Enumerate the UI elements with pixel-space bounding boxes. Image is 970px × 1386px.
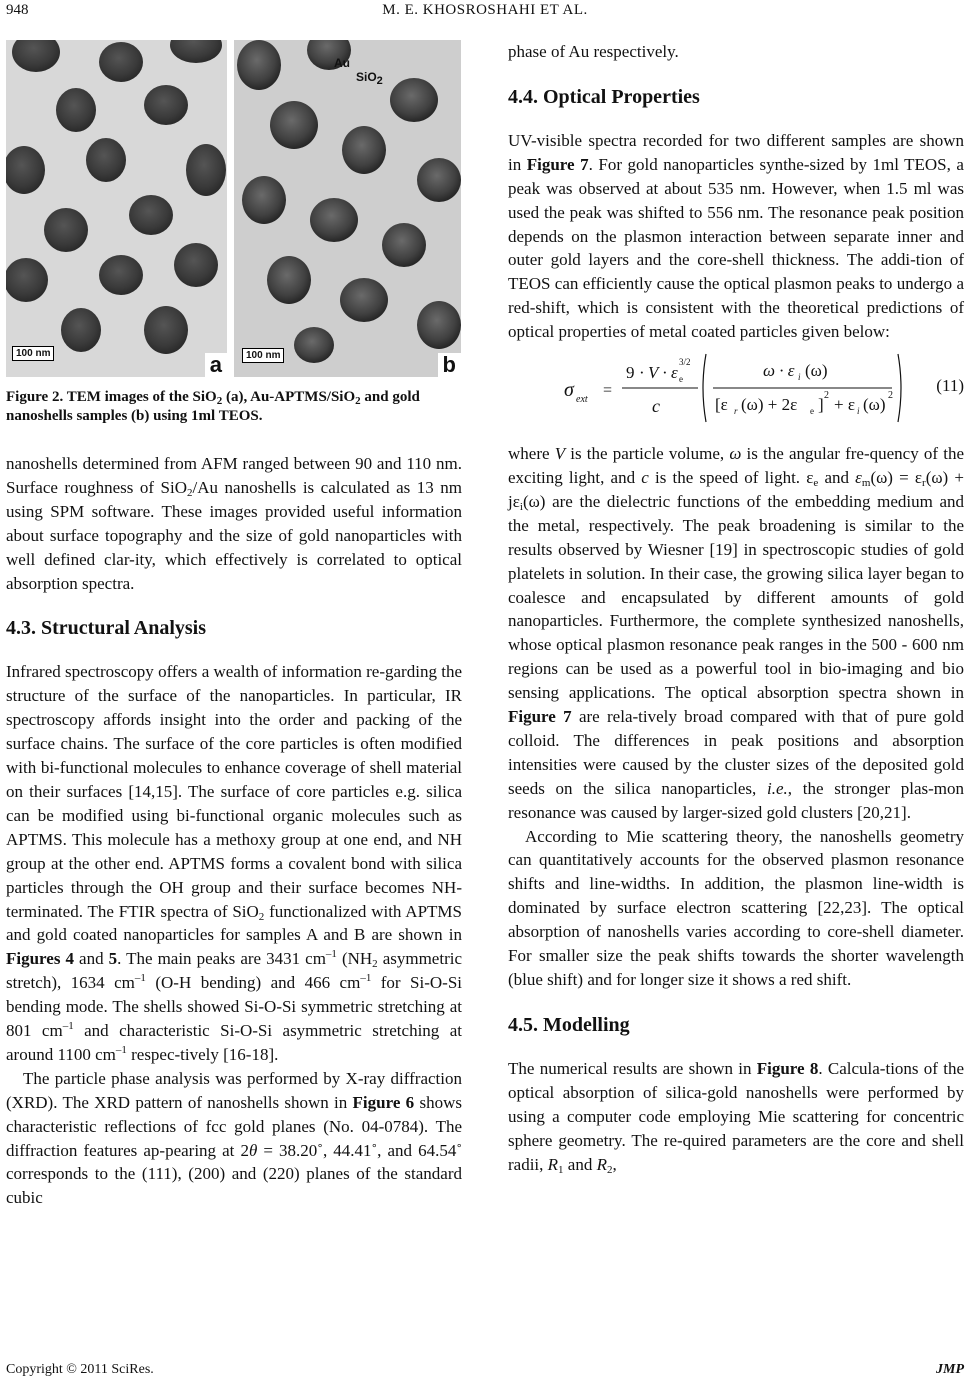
left-column — [6, 452, 462, 1210]
section-heading-4-3: 4.3. Structural Analysis — [6, 617, 207, 640]
paragraph: The particle phase analysis was performed by X-ray diffraction (XRD). The XRD pattern of nanoshells shown in Figure 6 shows characteristic reflections of fcc gold planes (No. 04-0784). The diffraction features ap-pearing at 2θ = 38.20˚, 44.41˚, and 64.54˚ corresponds to the (111), (200) and (220) planes of the standard cubic — [6, 1068, 462, 1208]
equation-11 — [508, 346, 964, 428]
paragraph: where V is the particle volume, ω is the angular fre-quency of the exciting light, and c is the speed of light. $\varepsilon_e$ and $\varepsilon_m(\omega) = \varepsilon_r(\omega) + j\varepsilon_i(\omega)$ are the dielectric functions of the embedding medium and the metal, respectively. The peak broadening is similar to the results observed by Wiesner [19] in spectroscopic studies of gold platelets in solution. In their case, the growing silica layer began to coalesce and encapsulated by different amounts of gold nanoparticles. Furthermore, the complete synthesized nanoshells, whose optical plasmon resonance peak ranges in the 500 - 600 nm regions can be used as a powerful tool in bio-imaging and bio sensing applications. The optical absorption spectra shown in Figure 7 are rela-tively broad compared with that of pure gold colloid. The differences in peak positions and absorption intensities were caused by the cluster sizes of the deposited gold seeds on the silica nanoparticles, i.e., the stronger plas-mon resonance was caused by larger-sized gold clusters [20,21]. — [508, 444, 965, 822]
paragraph: UV-visible spectra recorded for two different samples are shown in Figure 7. For gold nanoparticles synthe-sized by 1ml TEOS, a peak was observed at about 535 nm. However, when 1.5 ml was used the peak was shifted to 556 nm. The resonance peak position depends on the plasmon interaction between separate inner and outer gold layers and the core-shell thickness. The addi-tion of TEOS can efficiently cause the optical plasmon peaks to undergo a red-shift, which is consistent with the theoretical predictions of optical properties of metal coated particles given below: — [508, 130, 964, 342]
paragraph: According to Mie scattering theory, the nanoshells geometry can quantitatively accounts for the observed plasmon resonance shifts and line-widths. In addition, the plasmon line-width is dominated by surface electron scattering [22,23]. The optical absorption of nanoshells varies according to core-shell diameter. For smaller size the peak shifts towards the shorter wavelength (blue shift) and for longer size it shows a red shift. — [508, 826, 964, 989]
eq-e: e — [679, 374, 683, 385]
eq-sq1: 2 — [824, 390, 829, 402]
paragraph: The numerical results are shown in Figure 8. Calcula-tions of the optical absorption of silica-gold nanoshells were performed by using a computer code employing Mie scattering for concentric sphere geometry. The re-quired parameters are the core and shell radii, $R_1$ and $R_2$, — [508, 1058, 964, 1176]
label-au: Au — [334, 56, 350, 70]
eq-r: r — [734, 406, 738, 417]
paragraph: nanoshells determined from AFM ranged between 90 and 110 nm. Surface roughness of SiO$_2$/Au nanoshells is calculated as 13 nm using SPM software. These images provided useful information about surface topography and the size of gold nanoparticles with well defined clar-ity, which effectively is correlated to optical absorption spectra. — [6, 454, 462, 593]
eq-sq2: 2 — [888, 390, 893, 402]
figure-2 — [6, 40, 461, 380]
figure-caption: Figure 2. TEM images of the SiO$_2$ (a), Au-APTMS/SiO$_2$ and gold nanoshells samples (b) using 1ml TEOS. — [6, 389, 420, 424]
label-sio2: SiO2 — [356, 70, 383, 87]
footer-copyright: Copyright © 2011 SciRes. — [6, 1362, 154, 1377]
eq-eps: ε — [671, 363, 678, 383]
running-head: M. E. KHOSROSHAHI ET AL. — [382, 2, 588, 18]
eq-i: i — [798, 372, 801, 383]
eq-of-omega: (ω) — [805, 361, 828, 381]
eq-close-br: ] — [818, 395, 824, 415]
eq-plus: + ε — [834, 395, 855, 415]
tem-image-a — [6, 40, 227, 377]
eq-3-2: 3/2 — [679, 357, 691, 368]
right-column — [508, 40, 964, 1176]
paragraph: Infrared spectroscopy offers a wealth of information re-garding the structure of the surface of the nanoparticles. In particular, IR spectroscopy affords insight into the order and packing of the surface chains. The surface of the core particles is often modified with bi-functional molecules to enhance coverage of shell material on their surfaces [14,15]. The surface of core particles e.g. silica can be modified using bi-functional organic molecules such as APTMS. This molecule has a methoxy group at one end, and NH group at the other end. APTMS forms a covalent bond with silica particles through the OH group and their surface becomes NH-terminated. The FTIR spectra of SiO$_2$ functionalized with APTMS and gold coated nanoparticles for samples A and B are shown in Figures 4 and 5. The main peaks are 3431 $cm^{-1}$ ($NH_2$ asymmetric stretch), 1634 $cm^{-1}$ (O-H bending) and 466 $cm^{-1}$ for Si-O-Si bending mode. The shells showed Si-O-Si symmetric stretching at 801 $cm^{-1}$ and characteristic Si-O-Si asymmetric stretching at around 1100 $cm^{-1}$ respec-tively [16-18]. — [6, 662, 463, 1064]
eq-dot2: · — [662, 363, 668, 383]
eq-e2: e — [810, 406, 814, 417]
scalebar-a: 100 nm — [12, 346, 54, 361]
eq-c: c — [652, 396, 660, 417]
panel-label-b: b — [438, 353, 461, 377]
panel-label-a: a — [205, 353, 227, 377]
eq-equals: = — [603, 382, 613, 400]
section-heading-4-4: 4.4. Optical Properties — [508, 85, 700, 108]
eq-i2: i — [857, 406, 860, 417]
page-number: 948 — [6, 2, 29, 18]
eq-den: [ε — [715, 395, 728, 415]
tem-image-b — [234, 40, 461, 377]
eq-ext: ext — [576, 394, 588, 406]
paragraph: phase of Au respectively. — [508, 42, 679, 61]
eq-dot1: · — [639, 363, 645, 383]
eq-omega-eps: ω · ε — [763, 361, 795, 381]
footer-journal: JMP — [936, 1362, 964, 1377]
eq-V: V — [648, 363, 659, 383]
scalebar-b: 100 nm — [242, 348, 284, 363]
eq-nine: 9 — [626, 363, 635, 383]
equation-number: (11) — [936, 376, 964, 396]
eq-sigma: σ — [564, 379, 574, 402]
eq-den-mid: (ω) + 2ε — [741, 395, 798, 415]
section-heading-4-5: 4.5. Modelling — [508, 1013, 630, 1036]
eq-of-omega2: (ω) — [863, 395, 886, 415]
